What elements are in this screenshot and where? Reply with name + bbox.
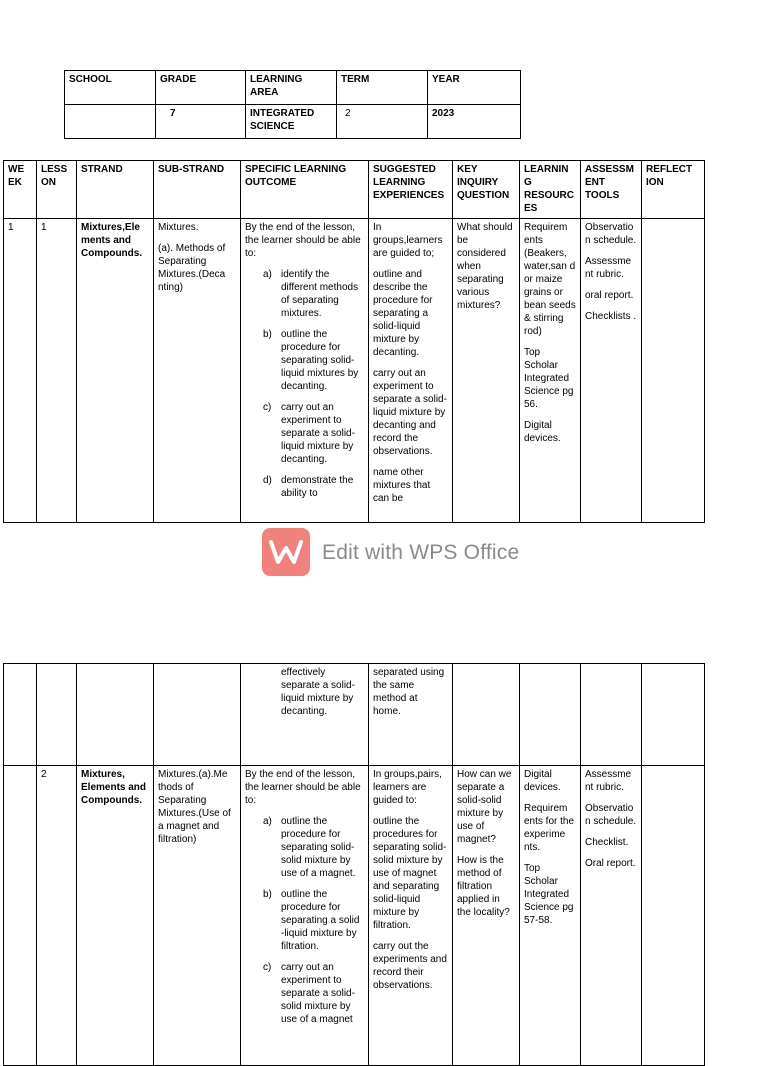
cont-reflection (642, 664, 705, 766)
list-item: Digital devices. (524, 769, 561, 793)
row2-reflection (642, 766, 705, 1066)
cont-learning-resources (520, 664, 581, 766)
list-item: b) outline the procedure for separating solid-liquid mixtures by decanting. (263, 329, 359, 392)
info-grade-value: 7 (156, 105, 246, 139)
scheme-table-page1 (3, 160, 705, 523)
header-reflection: REFLECT ION (642, 161, 705, 219)
row1-sub-strand-detail: (a). Methods of Separating Mixtures.(Deca nting) (158, 243, 226, 293)
list-item: Checklists . (585, 311, 637, 322)
cont-sub-strand (154, 664, 241, 766)
info-header-learning-area: LEARNING AREA (246, 71, 337, 105)
row1-sub-strand (154, 219, 241, 523)
row2-week (4, 766, 37, 1066)
row2-outcome-intro: By the end of the lesson, the learner should be able to: (245, 769, 361, 806)
header-learning-experiences: SUGGESTED LEARNING EXPERIENCES (369, 161, 453, 219)
row2-outcome-list (245, 815, 364, 1026)
list-item: How is the method of filtration applied in the locality? (457, 855, 510, 918)
list-item: name other mixtures that can be (373, 467, 431, 504)
wps-watermark-text: Edit with WPS Office (322, 540, 520, 564)
list-item: carry out an experiment to separate a solid-liquid mixture by decanting and record the observations. (373, 368, 447, 457)
row2-learning-outcome (241, 766, 369, 1066)
row1-week: 1 (4, 219, 37, 523)
row1-learning-outcome (241, 219, 369, 523)
list-item: Checklist. (585, 837, 629, 848)
list-item: Requirem ents (Beakers, water,san d or maize grains or bean seeds & stirring rod) (524, 222, 576, 337)
wps-logo-icon (262, 528, 310, 576)
header-sub-strand: SUB-STRAND (154, 161, 241, 219)
row1-learning-resources (520, 219, 581, 523)
row2-lesson: 2 (37, 766, 77, 1066)
row1-strand: Mixtures,Ele ments and Compounds. (77, 219, 154, 523)
row1-outcome-list (245, 268, 364, 500)
row2-strand: Mixtures, Elements and Compounds. (77, 766, 154, 1066)
list-item: carry out the experiments and record their observations. (373, 941, 447, 991)
list-item: outline the procedures for separating solid-solid mixture by use of magnet and separating solid-liquid mixture by filtration. (373, 816, 447, 931)
info-table (64, 70, 521, 139)
cont-week (4, 664, 37, 766)
info-school-value (65, 105, 156, 139)
list-item: Oral report. (585, 858, 636, 869)
info-year-value: 2023 (428, 105, 521, 139)
row1-sub-strand-title: Mixtures. (158, 222, 199, 233)
list-item: d) demonstrate the ability to (263, 475, 354, 499)
list-item: Requirem ents for the experime nts. (524, 803, 575, 853)
header-learning-resources: LEARNIN G RESOURC ES (520, 161, 581, 219)
list-item: oral report. (585, 290, 634, 301)
list-item: Digital devices. (524, 420, 561, 444)
info-header-grade: GRADE (156, 71, 246, 105)
list-item: c) carry out an experiment to separate a solid-liquid mixture by decanting. (263, 402, 355, 465)
info-learning-area-value: INTEGRATED SCIENCE (246, 105, 337, 139)
row2-inquiry-question (453, 766, 520, 1066)
row2-sub-strand: Mixtures.(a).Me thods of Separating Mixtures.(Use of a magnet and filtration) (154, 766, 241, 1066)
list-item: In groups,learners are guided to; (373, 222, 443, 259)
list-item: Observatio n schedule. (585, 222, 637, 246)
list-item: Top Scholar Integrated Science pg 56. (524, 347, 574, 410)
cont-assessment-tools (581, 664, 642, 766)
header-assessment-tools: ASSESSM ENT TOOLS (581, 161, 642, 219)
list-item: In groups,pairs, learners are guided to: (373, 769, 442, 806)
row2-learning-resources (520, 766, 581, 1066)
cont-learning-experiences: separated using the same method at home. (369, 664, 453, 766)
row1-reflection (642, 219, 705, 523)
header-lesson: LESS ON (37, 161, 77, 219)
row1-inquiry-question: What should be considered when separating various mixtures? (453, 219, 520, 523)
row2-learning-experiences (369, 766, 453, 1066)
list-item: a) identify the different methods of separating mixtures. (263, 269, 359, 319)
info-header-school: SCHOOL (65, 71, 156, 105)
list-item: b) outline the procedure for separating a solid -liquid mixture by filtration. (263, 889, 360, 952)
row1-outcome-intro: By the end of the lesson, the learner should be able to: (245, 222, 361, 259)
row1-learning-experiences (369, 219, 453, 523)
info-term-value: 2 (337, 105, 428, 139)
cont-inquiry-question (453, 664, 520, 766)
list-item: Observatio n schedule. (585, 803, 637, 827)
header-inquiry-question: KEY INQUIRY QUESTION (453, 161, 520, 219)
cont-learning-outcome: effectively separate a solid-liquid mixture by decanting. (241, 664, 369, 766)
row2-assessment-tools (581, 766, 642, 1066)
list-item: Assessme nt rubric. (585, 256, 632, 280)
list-item: Top Scholar Integrated Science pg 57-58. (524, 863, 574, 926)
info-header-year: YEAR (428, 71, 521, 105)
header-week: WE EK (4, 161, 37, 219)
scheme-table-page2 (3, 663, 705, 1066)
header-learning-outcome: SPECIFIC LEARNING OUTCOME (241, 161, 369, 219)
row1-lesson: 1 (37, 219, 77, 523)
list-item: c) carry out an experiment to separate a solid-solid mixture by use of a magnet (263, 962, 355, 1025)
list-item: How can we separate a solid-solid mixture by use of magnet? (457, 769, 512, 845)
list-item: outline and describe the procedure for separating a solid-liquid mixture by decanting. (373, 269, 433, 358)
cont-lesson (37, 664, 77, 766)
info-header-term: TERM (337, 71, 428, 105)
header-strand: STRAND (77, 161, 154, 219)
wps-watermark[interactable] (262, 528, 519, 576)
cont-strand (77, 664, 154, 766)
row1-assessment-tools (581, 219, 642, 523)
list-item: a) outline the procedure for separating solid-solid mixture by use of a magnet. (263, 816, 356, 879)
list-item: Assessme nt rubric. (585, 769, 632, 793)
